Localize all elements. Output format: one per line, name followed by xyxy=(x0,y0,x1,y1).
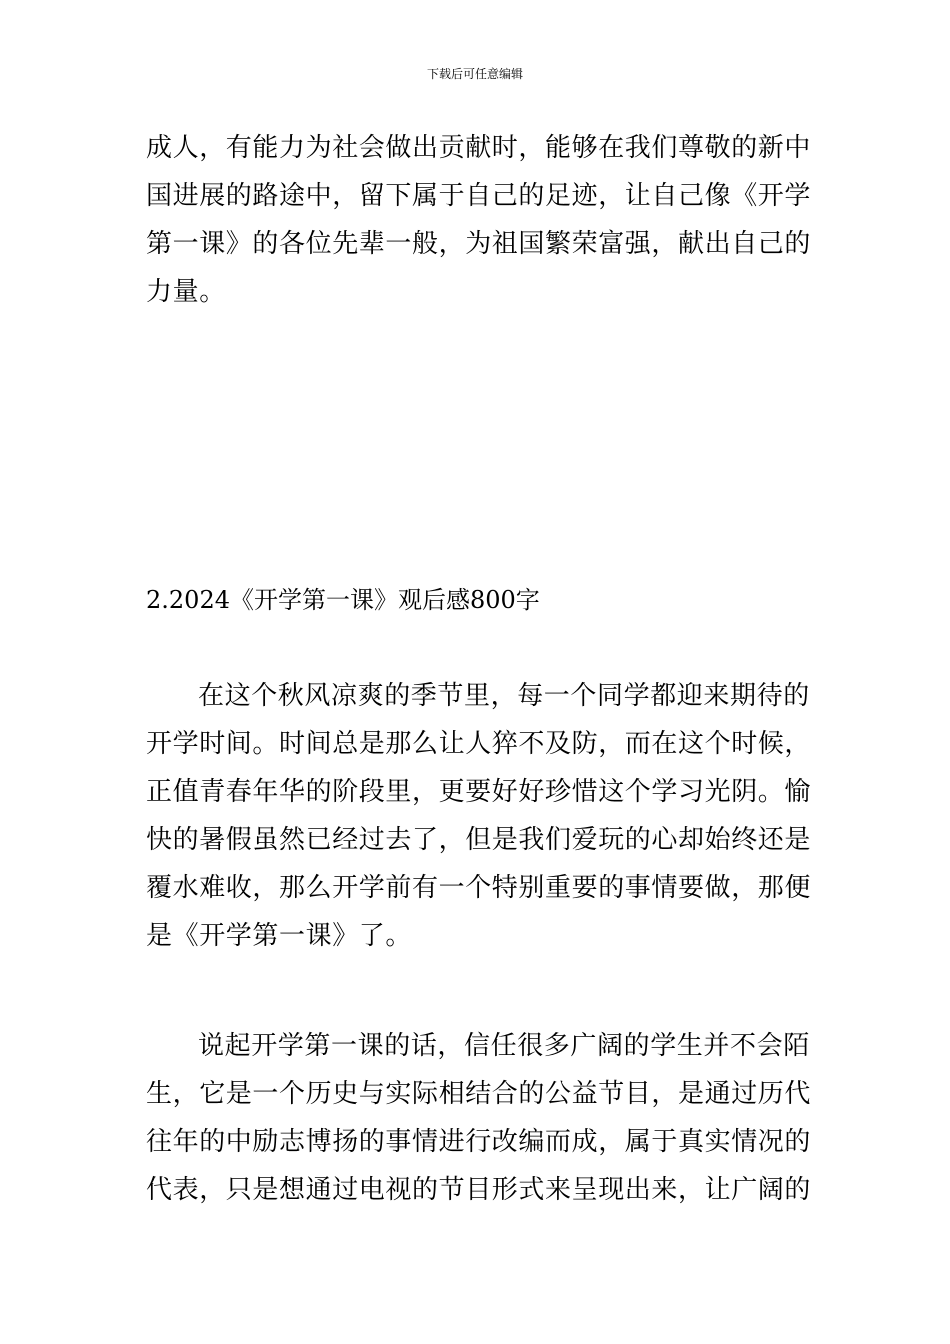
header-note: 下载后可任意编辑 xyxy=(426,67,523,81)
text-line: 正值青春年华的阶段里，更要好好珍惜这个学习光阴。愉 xyxy=(146,777,812,807)
text-line: 快的暑假虽然已经过去了，但是我们爱玩的心却始终还是 xyxy=(146,825,812,855)
text-line: 成人，有能力为社会做出贡献时，能够在我们尊敬的新中 xyxy=(146,133,812,163)
text-line: 开学时间。时间总是那么让人猝不及防，而在这个时候， xyxy=(146,729,812,759)
text-line: 生，它是一个历史与实际相结合的公益节目，是通过历代 xyxy=(146,1079,812,1109)
text-line: 在这个秋风凉爽的季节里，每一个同学都迎来期待的 xyxy=(198,681,810,711)
text-line: 第一课》的各位先辈一般，为祖国繁荣富强，献出自己的 xyxy=(146,229,812,259)
paragraph-program xyxy=(146,1022,810,1214)
section-heading: 2.2024《开学第一课》观后感800字 xyxy=(146,586,540,614)
text-line: 说起开学第一课的话，信任很多广阔的学生并不会陌 xyxy=(198,1031,810,1061)
text-line: 覆水难收，那么开学前有一个特别重要的事情要做，那便 xyxy=(146,873,812,903)
text-line: 国进展的路途中，留下属于自己的足迹，让自己像《开学 xyxy=(146,181,812,211)
text-line: 代表，只是想通过电视的节目形式来呈现出来，让广阔的 xyxy=(146,1175,812,1205)
text-line: 力量。 xyxy=(146,277,226,307)
text-line: 是《开学第一课》了。 xyxy=(146,921,413,951)
paragraph-continuation xyxy=(146,124,810,316)
text-line: 往年的中励志博扬的事情进行改编而成，属于真实情况的 xyxy=(146,1127,812,1157)
paragraph-intro xyxy=(146,672,810,960)
